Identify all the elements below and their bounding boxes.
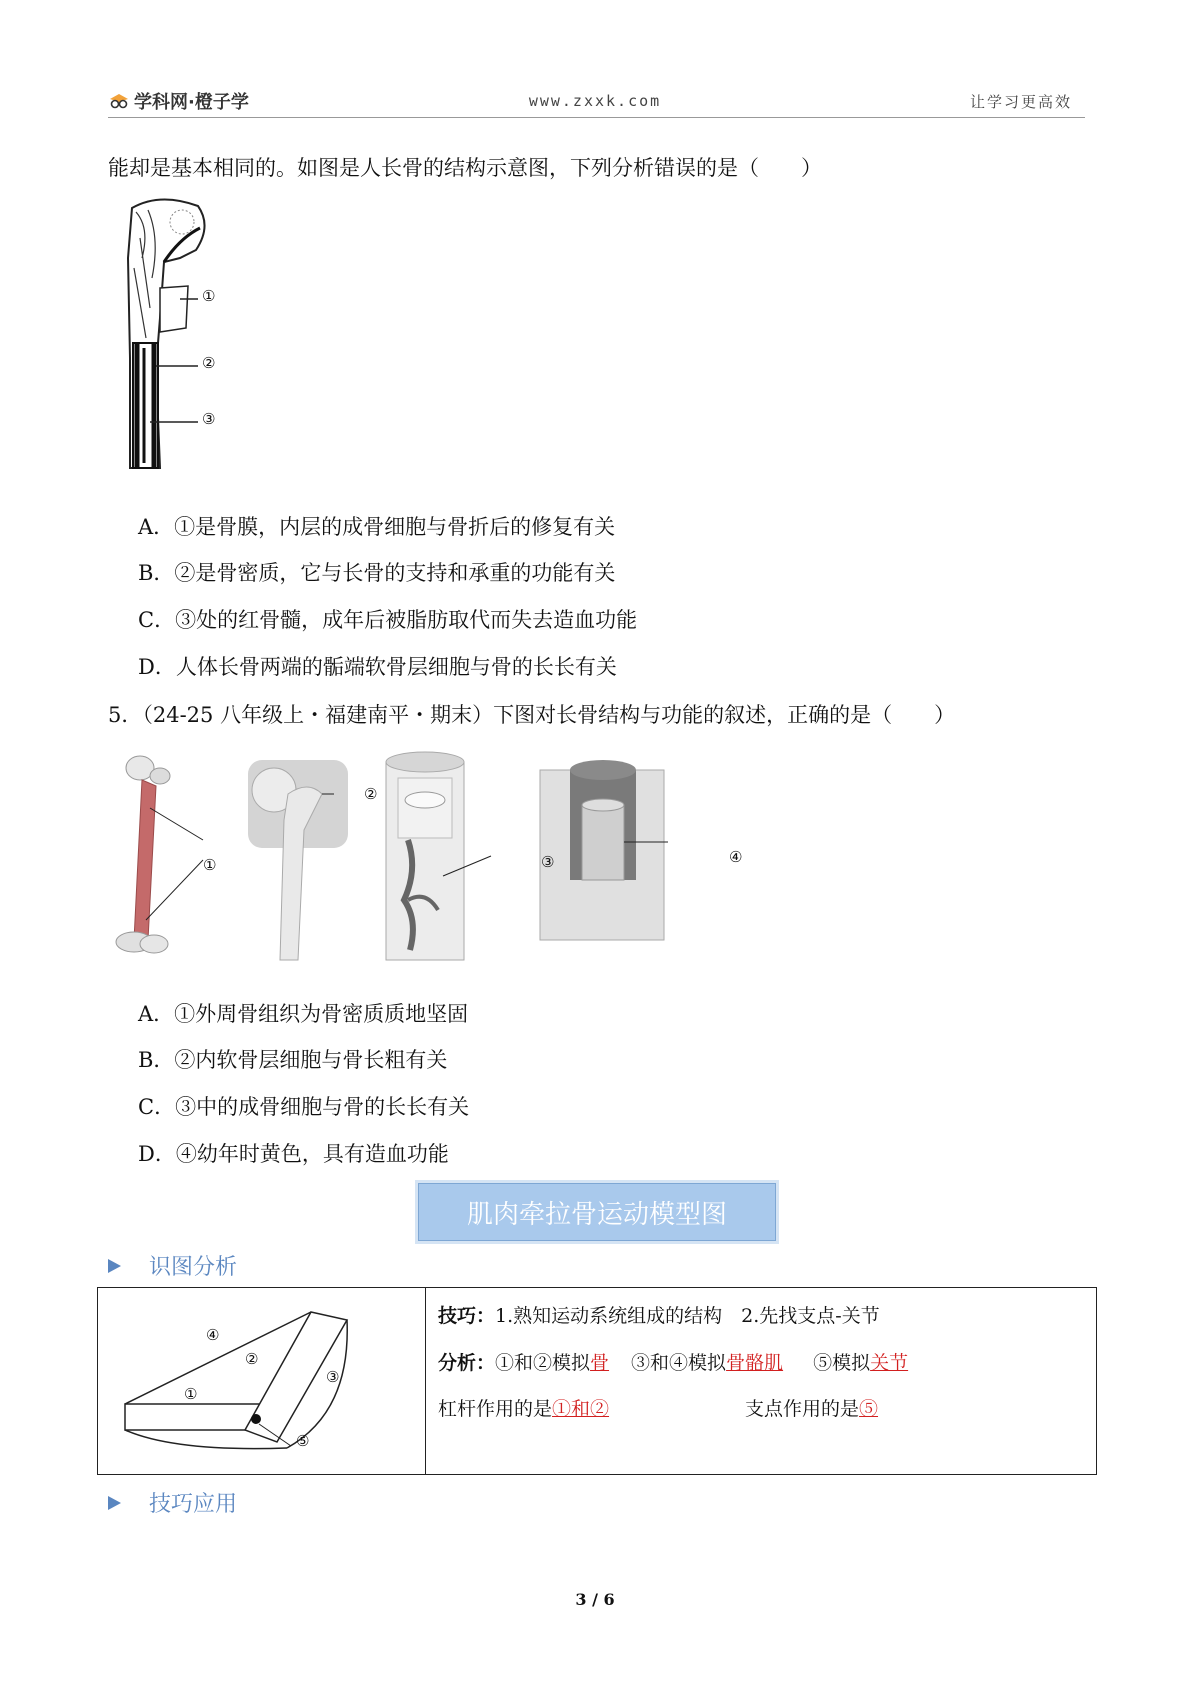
analysis-part-3: ⑤模拟: [813, 1352, 871, 1374]
q4-label-3: ③: [202, 410, 216, 428]
q5-label-4: ④: [729, 848, 743, 866]
q4-label-1: ①: [202, 287, 216, 305]
femur-head-illustration: [248, 760, 348, 960]
lever-answer: ①和②: [552, 1398, 610, 1420]
fulcrum-line: [745, 1394, 878, 1421]
analysis-label: 分析：: [438, 1352, 496, 1374]
femur-illustration: [116, 756, 203, 953]
heading-figure-analysis-text: 识图分析: [149, 1255, 238, 1280]
q4-option-a[interactable]: A．①是骨膜，内层的成骨细胞与骨折后的修复有关: [138, 515, 616, 539]
q4-option-b[interactable]: B．②是骨密质，它与长骨的支持和承重的功能有关: [138, 561, 616, 585]
heading-skill-application-text: 技巧应用: [149, 1492, 238, 1517]
q5-stem: 5．（24-25 八年级上・福建南平・期末）下图对长骨结构与功能的叙述，正确的是（ ）: [108, 703, 956, 727]
lever-line: [438, 1394, 609, 1421]
q5-option-b[interactable]: B．②内软骨层细胞与骨长粗有关: [138, 1048, 448, 1072]
model-label-2: ②: [245, 1350, 259, 1368]
q5-option-c[interactable]: C．③中的成骨细胞与骨的长长有关: [138, 1095, 470, 1119]
fulcrum-label: 支点作用的是: [745, 1398, 860, 1420]
q4-option-c[interactable]: C．③处的红骨髓，成年后被脂肪取代而失去造血功能: [138, 608, 638, 632]
table-column-divider: [425, 1287, 426, 1475]
section-banner: 肌肉牵拉骨运动模型图: [415, 1180, 779, 1244]
model-label-3: ③: [326, 1368, 340, 1386]
q5-label-3: ③: [541, 853, 555, 871]
analysis-line: [438, 1348, 908, 1375]
q4-stem: 能却是基本相同的。如图是人长骨的结构示意图，下列分析错误的是（ ）: [108, 156, 822, 180]
q4-option-d[interactable]: D．人体长骨两端的骺端软骨层细胞与骨的长长有关: [138, 655, 617, 679]
tips-label: 技巧：: [438, 1305, 496, 1327]
model-label-5: ⑤: [296, 1432, 310, 1450]
q4-label-2: ②: [202, 354, 216, 372]
long-bone-schematic: [120, 198, 260, 480]
muscle-bone-model-diagram: [115, 1292, 415, 1470]
heading-figure-analysis: [108, 1250, 237, 1281]
model-label-4: ④: [206, 1326, 220, 1344]
analysis-part-1: ①和②模拟: [495, 1352, 591, 1374]
fulcrum-answer: ⑤: [859, 1398, 879, 1420]
analysis-part-2: ③和④模拟: [631, 1352, 727, 1374]
arrow-bullet-icon: [108, 1496, 121, 1510]
answer-bone: 骨: [590, 1352, 610, 1374]
site-slogan: 让学习更高效: [969, 93, 1072, 111]
answer-joint: 关节: [870, 1352, 909, 1374]
tips-line: [438, 1301, 880, 1328]
arrow-bullet-icon: [108, 1259, 121, 1273]
site-url[interactable]: www.zxxk.com: [528, 92, 662, 110]
q5-label-2: ②: [364, 785, 378, 803]
q5-label-1: ①: [203, 856, 217, 874]
page-number: 3 / 6: [575, 1590, 615, 1609]
heading-skill-application: [108, 1487, 237, 1518]
bone-section-illustration: [386, 752, 491, 960]
answer-skeletal-muscle: 骨骼肌: [726, 1352, 784, 1374]
tips-text: 1.熟知运动系统组成的结构 2.先找支点-关节: [495, 1305, 880, 1327]
q5-option-d[interactable]: D．④幼年时黄色，具有造血功能: [138, 1142, 449, 1166]
logo-text: 学科网·橙子学: [134, 92, 249, 113]
marrow-section-illustration: [540, 760, 668, 940]
model-label-1: ①: [184, 1385, 198, 1403]
q5-option-a[interactable]: A．①外周骨组织为骨密质质地坚固: [138, 1002, 469, 1026]
lever-label: 杠杆作用的是: [438, 1398, 553, 1420]
header-divider: [108, 117, 1085, 118]
